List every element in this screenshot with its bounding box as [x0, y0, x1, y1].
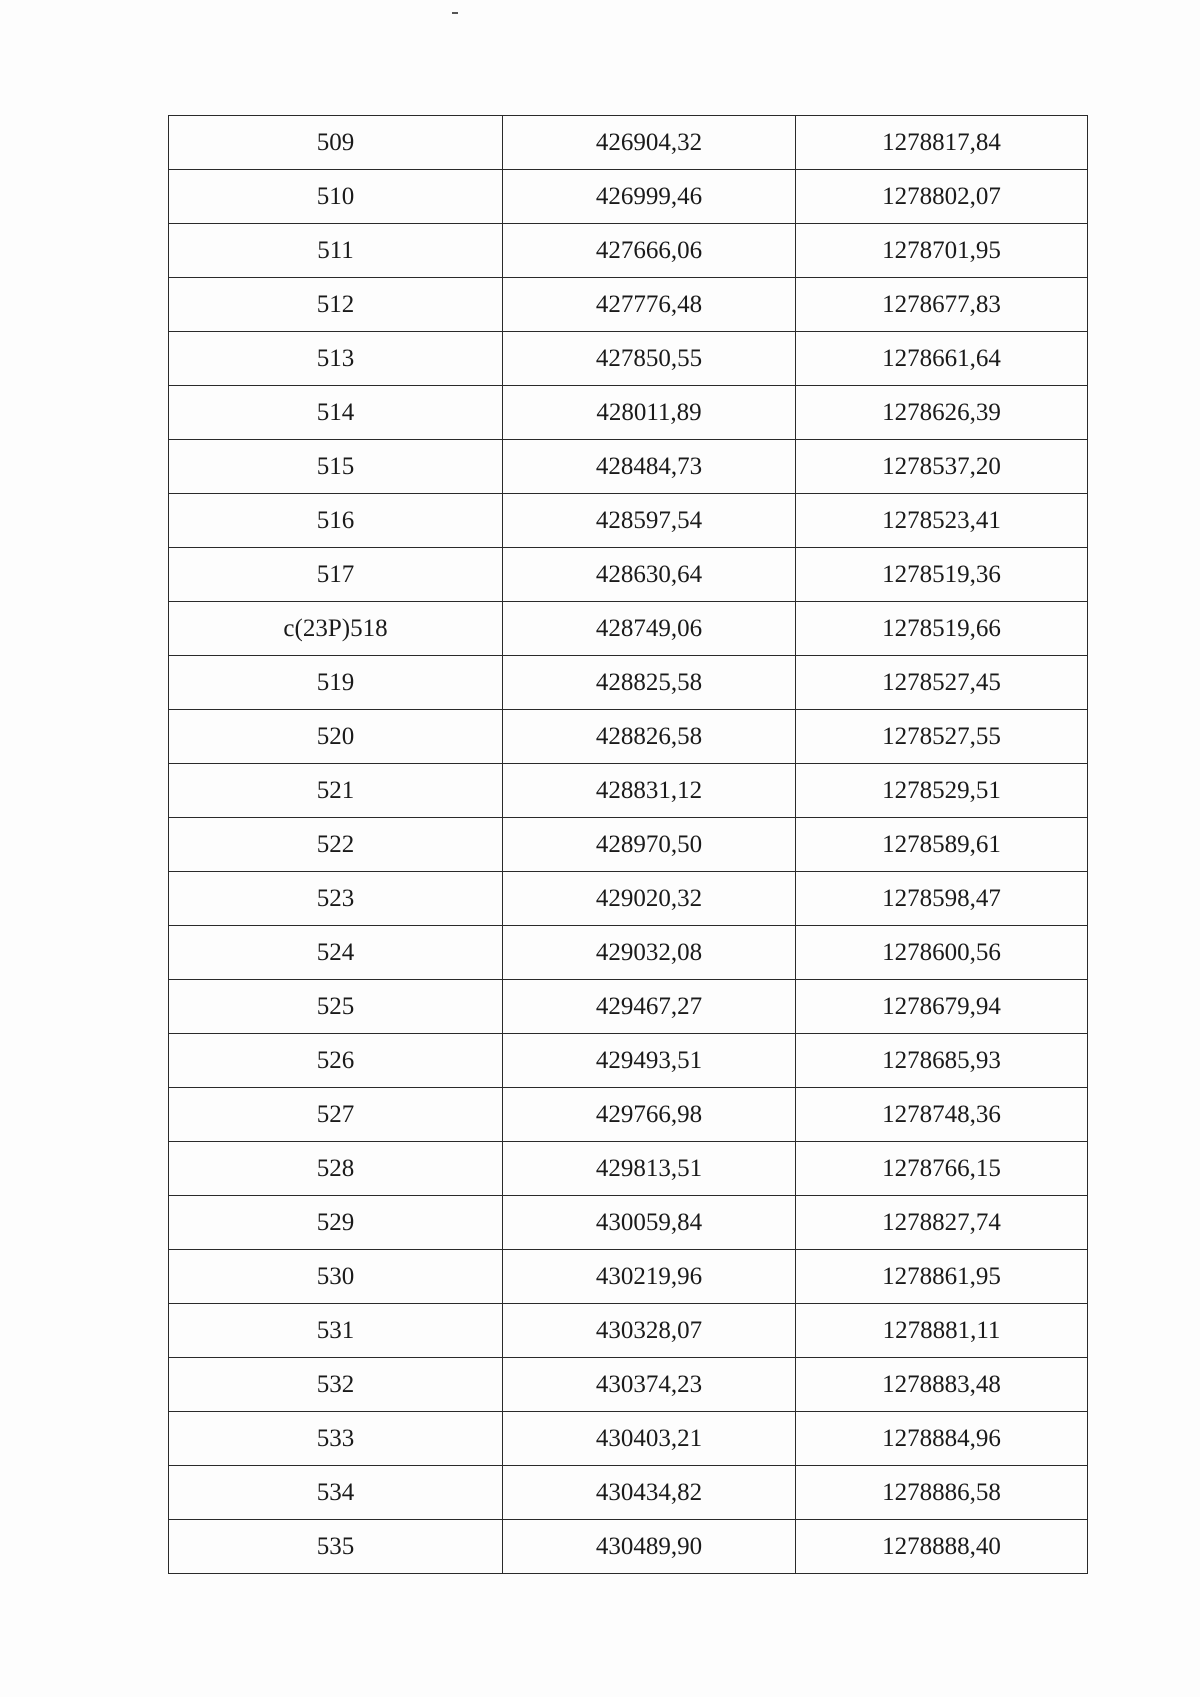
x-coordinate-cell: 429020,32	[503, 872, 796, 926]
point-number-cell: 517	[169, 548, 503, 602]
x-coordinate-cell: 428825,58	[503, 656, 796, 710]
point-number-cell: 529	[169, 1196, 503, 1250]
table-row	[169, 980, 1088, 1034]
coordinates-table-body	[169, 116, 1088, 1574]
table-row	[169, 1520, 1088, 1574]
point-number-cell: 520	[169, 710, 503, 764]
y-coordinate-cell: 1278881,11	[796, 1304, 1088, 1358]
table-row	[169, 764, 1088, 818]
x-coordinate-cell: 428630,64	[503, 548, 796, 602]
point-number-cell: 510	[169, 170, 503, 224]
table-row	[169, 926, 1088, 980]
table-row	[169, 332, 1088, 386]
point-number-cell: 514	[169, 386, 503, 440]
point-number-cell: 509	[169, 116, 503, 170]
table-row	[169, 386, 1088, 440]
x-coordinate-cell: 427666,06	[503, 224, 796, 278]
table-row	[169, 224, 1088, 278]
x-coordinate-cell: 428831,12	[503, 764, 796, 818]
y-coordinate-cell: 1278523,41	[796, 494, 1088, 548]
y-coordinate-cell: 1278883,48	[796, 1358, 1088, 1412]
table-row	[169, 710, 1088, 764]
x-coordinate-cell: 428597,54	[503, 494, 796, 548]
y-coordinate-cell: 1278529,51	[796, 764, 1088, 818]
table-row	[169, 1466, 1088, 1520]
y-coordinate-cell: 1278519,36	[796, 548, 1088, 602]
y-coordinate-cell: 1278679,94	[796, 980, 1088, 1034]
y-coordinate-cell: 1278626,39	[796, 386, 1088, 440]
x-coordinate-cell: 428970,50	[503, 818, 796, 872]
x-coordinate-cell: 430374,23	[503, 1358, 796, 1412]
y-coordinate-cell: 1278527,45	[796, 656, 1088, 710]
x-coordinate-cell: 430489,90	[503, 1520, 796, 1574]
point-number-cell: 533	[169, 1412, 503, 1466]
y-coordinate-cell: 1278589,61	[796, 818, 1088, 872]
y-coordinate-cell: 1278817,84	[796, 116, 1088, 170]
x-coordinate-cell: 429766,98	[503, 1088, 796, 1142]
y-coordinate-cell: 1278701,95	[796, 224, 1088, 278]
point-number-cell: 527	[169, 1088, 503, 1142]
point-number-cell: 531	[169, 1304, 503, 1358]
point-number-cell: 512	[169, 278, 503, 332]
table-row	[169, 440, 1088, 494]
point-number-cell: 526	[169, 1034, 503, 1088]
x-coordinate-cell: 426904,32	[503, 116, 796, 170]
y-coordinate-cell: 1278766,15	[796, 1142, 1088, 1196]
y-coordinate-cell: 1278677,83	[796, 278, 1088, 332]
table-row	[169, 278, 1088, 332]
y-coordinate-cell: 1278748,36	[796, 1088, 1088, 1142]
x-coordinate-cell: 429493,51	[503, 1034, 796, 1088]
y-coordinate-cell: 1278886,58	[796, 1466, 1088, 1520]
table-row	[169, 116, 1088, 170]
x-coordinate-cell: 429032,08	[503, 926, 796, 980]
coordinates-table	[168, 115, 1088, 1574]
point-number-cell: с(23Р)518	[169, 602, 503, 656]
y-coordinate-cell: 1278685,93	[796, 1034, 1088, 1088]
point-number-cell: 534	[169, 1466, 503, 1520]
x-coordinate-cell: 430403,21	[503, 1412, 796, 1466]
table-row	[169, 656, 1088, 710]
y-coordinate-cell: 1278519,66	[796, 602, 1088, 656]
table-row	[169, 1196, 1088, 1250]
table-row	[169, 602, 1088, 656]
table-row	[169, 1412, 1088, 1466]
point-number-cell: 511	[169, 224, 503, 278]
scan-mark	[452, 12, 458, 14]
x-coordinate-cell: 428826,58	[503, 710, 796, 764]
y-coordinate-cell: 1278527,55	[796, 710, 1088, 764]
y-coordinate-cell: 1278598,47	[796, 872, 1088, 926]
table-row	[169, 1088, 1088, 1142]
y-coordinate-cell: 1278802,07	[796, 170, 1088, 224]
x-coordinate-cell: 428011,89	[503, 386, 796, 440]
table-row	[169, 1250, 1088, 1304]
point-number-cell: 523	[169, 872, 503, 926]
point-number-cell: 516	[169, 494, 503, 548]
y-coordinate-cell: 1278827,74	[796, 1196, 1088, 1250]
x-coordinate-cell: 430434,82	[503, 1466, 796, 1520]
point-number-cell: 515	[169, 440, 503, 494]
y-coordinate-cell: 1278537,20	[796, 440, 1088, 494]
table-row	[169, 170, 1088, 224]
point-number-cell: 522	[169, 818, 503, 872]
table-row	[169, 494, 1088, 548]
y-coordinate-cell: 1278861,95	[796, 1250, 1088, 1304]
point-number-cell: 519	[169, 656, 503, 710]
point-number-cell: 535	[169, 1520, 503, 1574]
point-number-cell: 513	[169, 332, 503, 386]
table-row	[169, 872, 1088, 926]
table-row	[169, 1142, 1088, 1196]
point-number-cell: 521	[169, 764, 503, 818]
x-coordinate-cell: 429467,27	[503, 980, 796, 1034]
table-row	[169, 548, 1088, 602]
point-number-cell: 530	[169, 1250, 503, 1304]
y-coordinate-cell: 1278888,40	[796, 1520, 1088, 1574]
table-row	[169, 1034, 1088, 1088]
x-coordinate-cell: 427850,55	[503, 332, 796, 386]
table-row	[169, 818, 1088, 872]
table-row	[169, 1304, 1088, 1358]
x-coordinate-cell: 428749,06	[503, 602, 796, 656]
y-coordinate-cell: 1278884,96	[796, 1412, 1088, 1466]
point-number-cell: 524	[169, 926, 503, 980]
x-coordinate-cell: 430059,84	[503, 1196, 796, 1250]
x-coordinate-cell: 428484,73	[503, 440, 796, 494]
x-coordinate-cell: 429813,51	[503, 1142, 796, 1196]
point-number-cell: 525	[169, 980, 503, 1034]
x-coordinate-cell: 427776,48	[503, 278, 796, 332]
y-coordinate-cell: 1278600,56	[796, 926, 1088, 980]
table-row	[169, 1358, 1088, 1412]
x-coordinate-cell: 430328,07	[503, 1304, 796, 1358]
y-coordinate-cell: 1278661,64	[796, 332, 1088, 386]
point-number-cell: 528	[169, 1142, 503, 1196]
point-number-cell: 532	[169, 1358, 503, 1412]
x-coordinate-cell: 426999,46	[503, 170, 796, 224]
x-coordinate-cell: 430219,96	[503, 1250, 796, 1304]
